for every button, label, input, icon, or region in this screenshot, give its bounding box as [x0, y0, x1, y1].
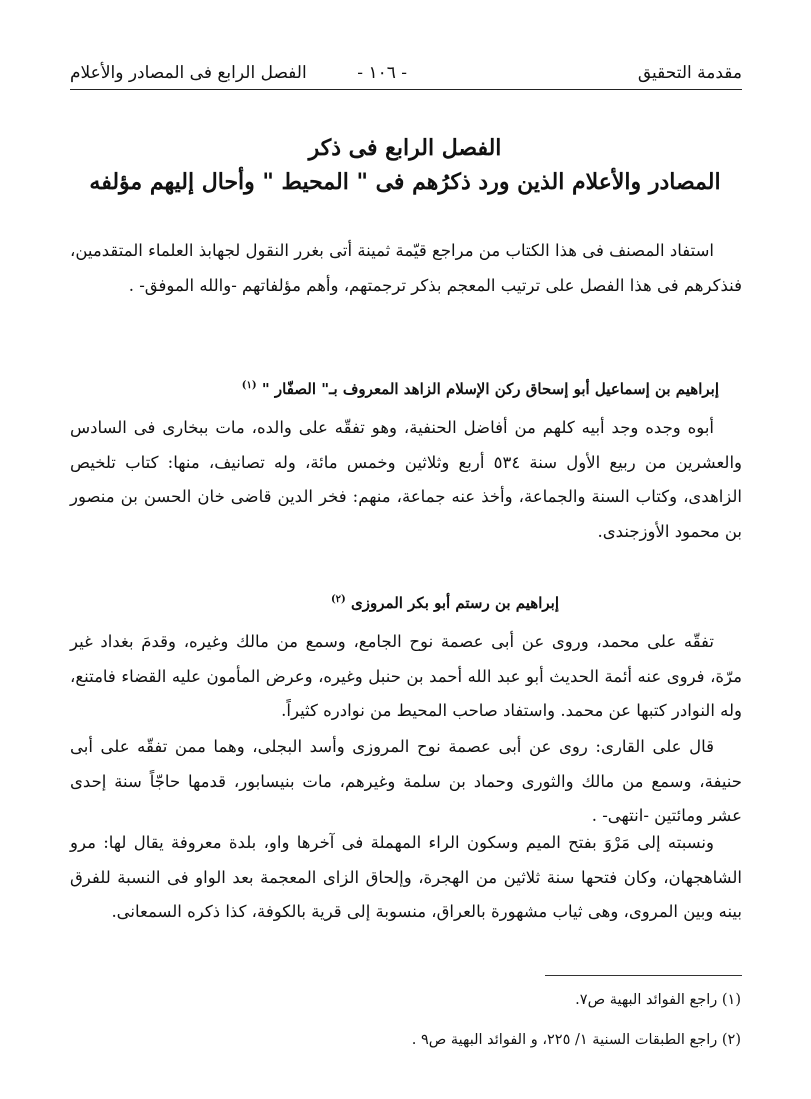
entry-paragraph: أبوه وجده وجد أبيه كلهم من أفاضل الحنفية، وهو تفقّه على والده، مات ببخارى فى السادس والعشرين من ربيع الأول سنة ٥٣٤ أربع وثلاثين وخمس مائة، وله تصانيف، منها: كتاب تلخيص الزاهدى، وكتاب السنة والجماعة، وأخذ عنه جماعة، منهم: فخر الدين قاضى خان الحسن بن منصور بن محمود الأوزجندى. — [70, 418, 742, 541]
footnote-divider — [545, 975, 742, 976]
entry-paragraph: قال على القارى: روى عن أبى عصمة نوح المروزى وأسد البجلى، وهما ممن تفقّه على أبى حنيفة، وسمع من مالك والثورى وحماد بن سلمة وغيرهم، مات بنيسابور، قدمها حاجّاً سنة إحدى عشر ومائتين -انتهى- . — [70, 737, 742, 825]
intro-paragraph: استفاد المصنف فى هذا الكتاب من مراجع قيّمة ثمينة أتى بغرر النقول لجهابذ العلماء المتقدمين، فنذكرهم فى هذا الفصل على ترتيب المعجم بذكر ترجمتهم، وأهم مؤلفاتهم -والله الموفق- . — [70, 241, 742, 295]
footnote: (٢) راجع الطبقات السنية ١/ ٢٢٥، و الفوائد البهية ص٩ . — [411, 1032, 741, 1048]
page-number: - ١٠٦ - — [357, 63, 407, 83]
footnote-marker: (٢) — [330, 594, 346, 605]
entry-paragraph: ونسبته إلى مَرْوَ بفتح الميم وسكون الراء المهملة فى آخرها واو، بلدة معروفة يقال لها: مرو الشاهجهان، وكان فتحها سنة ثلاثين من الهجرة، وإلحاق الزاى المعجمة بعد الواو فى النسبة للفرق بينه وبين المروى، وهى ثياب مشهورة بالعراق، منسوبة إلى قرية بالكوفة، كذا ذكره السمعانى. — [70, 833, 742, 921]
header-section-title: مقدمة التحقيق — [637, 63, 742, 83]
running-header — [70, 56, 742, 90]
entry-heading — [331, 588, 559, 618]
footnote: (١) راجع الفوائد البهية ص٧. — [575, 992, 741, 1008]
entry-paragraph: تفقّه على محمد، وروى عن أبى عصمة نوح الجامع، وسمع من مالك وغيره، وقدمَ بغداد غير مرّة، فروى عنه أئمة الحديث أبو عبد الله أحمد بن حنبل وغيره، وعرض المأمون عليه القضاء فامتنع، وله النوادر كتبها عن محمد. واستفاد صاحب المحيط من نوادره كثيراً. — [70, 632, 742, 720]
entry-heading-text: إبراهيم بن رستم أبو بكر المروزى — [351, 594, 559, 612]
header-chapter-title: الفصل الرابع فى المصادر والأعلام — [70, 63, 307, 83]
entry-heading-text: إبراهيم بن إسماعيل أبو إسحاق ركن الإسلام الزاهد المعروف بـ" الصفّار " — [261, 380, 719, 398]
chapter-title-line2: المصادر والأعلام الذين ورد ذكرُهم فى " المحيط " وأحال إليهم مؤلفه — [89, 169, 721, 195]
header-divider — [70, 89, 742, 90]
footnote-marker: (١) — [241, 380, 257, 391]
entry-heading — [242, 374, 719, 404]
chapter-title-line1: الفصل الرابع فى ذكر — [308, 135, 502, 161]
